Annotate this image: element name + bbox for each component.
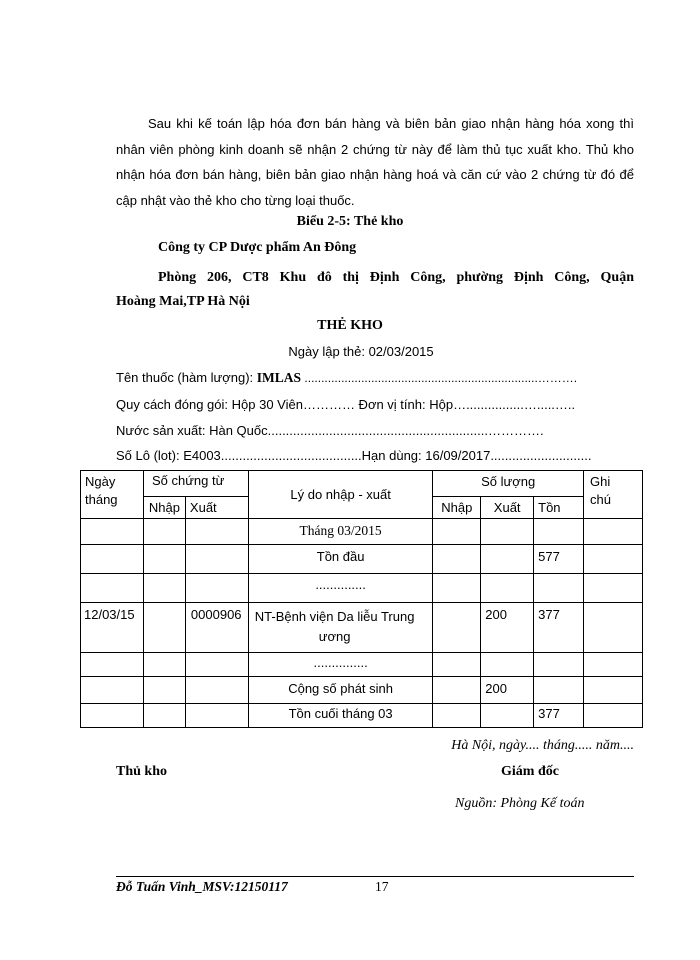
cell-bal: [534, 677, 584, 704]
header-doc: Số chứng từ: [143, 471, 248, 497]
cell-bal: [534, 653, 584, 677]
cell-bal: [534, 574, 584, 603]
table-row: [81, 574, 643, 603]
header-qty: Số lượng: [433, 471, 584, 497]
month-empty: [584, 519, 643, 545]
cell-date: [81, 574, 144, 603]
intro-paragraph: Sau khi kế toán lập hóa đơn bán hàng và biên bản giao nhận hàng hóa xong thì nhân viên phòng kinh doanh sẽ nhận 2 chứng từ này để làm thủ tục xuất kho. Thủ kho nhận hóa đơn bán hàng, biên bản giao nhận hàng hoá và căn cứ vào 2 chứng từ đó để cập nhật vào thẻ kho cho từng loại thuốc.: [116, 116, 634, 208]
table-row: [81, 653, 643, 677]
cell-doc-out: [185, 574, 248, 603]
cell-in: [433, 574, 481, 603]
cell-doc-out: [185, 653, 248, 677]
cell-doc-in: [143, 545, 185, 574]
director-label: Giám đốc: [501, 764, 559, 779]
header-doc-out: Xuất: [185, 497, 248, 519]
cell-doc-out: 0000906: [185, 603, 248, 653]
month-label: Tháng 03/2015: [248, 519, 432, 545]
cell-in: [433, 704, 481, 728]
packing-line: Quy cách đóng gói: Hộp 30 Viên………… Đơn vị tính: Hộp…................….....…..: [116, 397, 576, 412]
card-title: THẺ KHO: [317, 318, 383, 333]
drug-name-line: [116, 370, 577, 386]
company-address: Phòng 206, CT8 Khu đô thị Định Công, phường Định Công, Quận Hoàng Mai,TP Hà Nội: [116, 270, 634, 309]
caption: Biểu 2-5: Thẻ kho: [296, 214, 404, 229]
header-note: Ghi chú: [584, 471, 643, 519]
drug-label: Tên thuốc (hàm lượng):: [116, 370, 257, 385]
month-empty: [81, 519, 144, 545]
drug-dots: ......................................................................……….: [301, 371, 578, 385]
cell-out: [481, 704, 534, 728]
month-empty: [433, 519, 481, 545]
cell-note: [584, 677, 643, 704]
cell-reason: NT-Bệnh viện Da liễu Trung ương: [248, 603, 432, 653]
header-reason: Lý do nhập - xuất: [248, 471, 432, 519]
month-empty: [143, 519, 185, 545]
cell-date: [81, 677, 144, 704]
cell-out: 200: [481, 603, 534, 653]
cell-note: [584, 704, 643, 728]
origin-line: Nước sản xuất: Hàn Quốc.............................................................………….: [116, 423, 544, 438]
cell-reason: Tồn đầu: [248, 545, 432, 574]
cell-bal: 377: [534, 603, 584, 653]
cell-reason: ..............: [248, 574, 432, 603]
cell-date: [81, 653, 144, 677]
cell-note: [584, 574, 643, 603]
cell-doc-out: [185, 704, 248, 728]
cell-date: [81, 545, 144, 574]
cell-doc-out: [185, 545, 248, 574]
header-qty-in: Nhập: [433, 497, 481, 519]
header-qty-out: Xuất: [481, 497, 534, 519]
month-empty: [481, 519, 534, 545]
cell-reason: ...............: [248, 653, 432, 677]
footer-author: Đỗ Tuấn Vinh_MSV:12150117: [116, 879, 288, 894]
table-row: [81, 545, 643, 574]
cell-date: 12/03/15: [81, 603, 144, 653]
company-name: Công ty CP Dược phẩm An Đông: [158, 240, 357, 255]
cell-out: [481, 653, 534, 677]
cell-bal: 377: [534, 704, 584, 728]
cell-out: [481, 545, 534, 574]
month-empty: [185, 519, 248, 545]
storekeeper-label: Thủ kho: [116, 764, 167, 779]
card-date: Ngày lập thẻ: 02/03/2015: [288, 344, 434, 359]
drug-name: IMLAS: [256, 370, 302, 385]
cell-reason: Cộng số phát sinh: [248, 677, 432, 704]
cell-doc-in: [143, 603, 185, 653]
stock-card-table: [80, 470, 643, 728]
place-date: Hà Nội, ngày.... tháng..... năm....: [451, 738, 634, 753]
cell-date: [81, 704, 144, 728]
cell-note: [584, 545, 643, 574]
cell-in: [433, 653, 481, 677]
header-date: Ngày tháng: [81, 471, 144, 519]
page-number: 17: [375, 879, 389, 894]
lot-line: Số Lô (lot): E4003.......................................Hạn dùng: 16/09/2017............................: [116, 448, 592, 463]
cell-doc-in: [143, 574, 185, 603]
table-row: [81, 603, 643, 653]
footer-rule: [116, 876, 634, 877]
cell-reason: Tồn cuối tháng 03: [248, 704, 432, 728]
cell-bal: 577: [534, 545, 584, 574]
cell-note: [584, 603, 643, 653]
cell-doc-out: [185, 677, 248, 704]
table-row: [81, 704, 643, 728]
cell-doc-in: [143, 704, 185, 728]
header-qty-bal: Tồn: [534, 497, 584, 519]
cell-doc-in: [143, 653, 185, 677]
cell-out: [481, 574, 534, 603]
table-row: [81, 677, 643, 704]
cell-doc-in: [143, 677, 185, 704]
cell-out: 200: [481, 677, 534, 704]
source-note: Nguồn: Phòng Kế toán: [455, 796, 585, 811]
cell-in: [433, 677, 481, 704]
cell-in: [433, 603, 481, 653]
cell-note: [584, 653, 643, 677]
cell-in: [433, 545, 481, 574]
month-empty: [534, 519, 584, 545]
header-doc-in: Nhập: [143, 497, 185, 519]
